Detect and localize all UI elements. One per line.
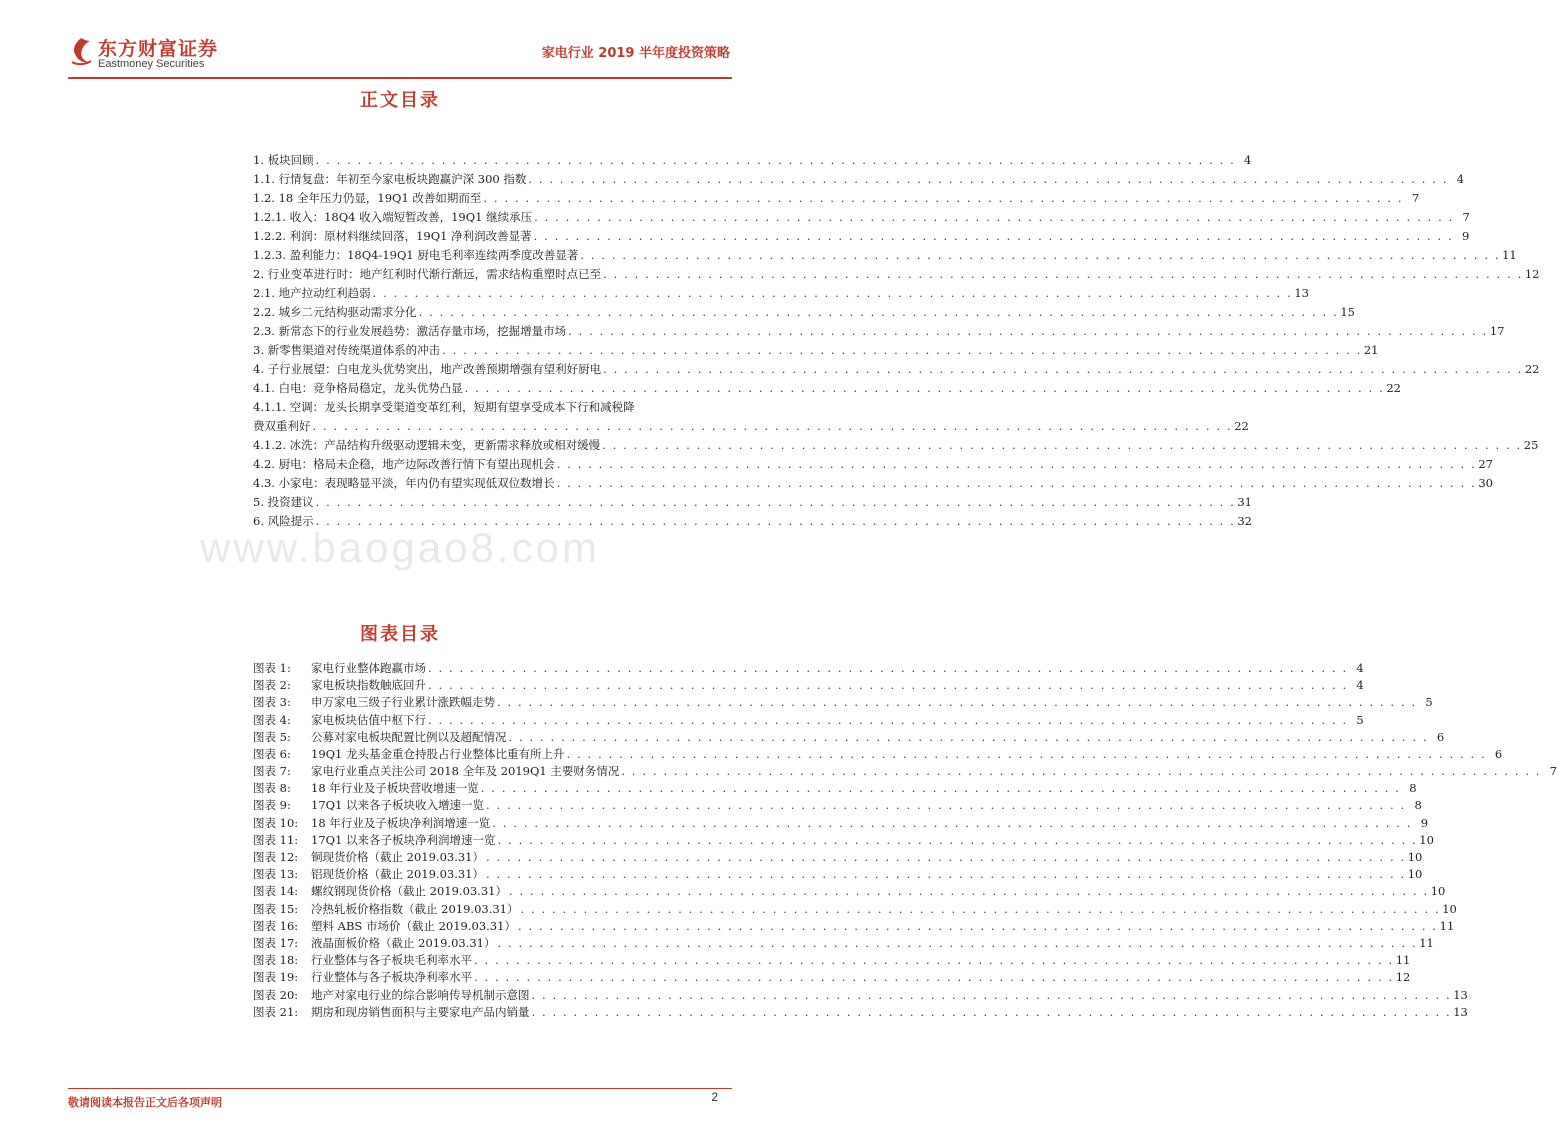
toc-entry[interactable] <box>253 379 1401 398</box>
page-header <box>0 0 800 80</box>
figure-entry-page: 10 <box>1442 901 1457 916</box>
table-of-contents <box>253 151 1540 531</box>
dot-leader: . . . . . . . . . . . . . . . . . . . . . . . . . . . . . . . . . . . . . . . . . . . . . . . . . . . . . . . . . . . . . . . . . . . . . . . . . . . . . . . . . . . . . . . . <box>480 781 1401 796</box>
page-number: 2 <box>711 1090 718 1104</box>
toc-entry-page: 9 <box>1462 229 1470 243</box>
toc-entry[interactable] <box>253 227 1470 246</box>
toc-entry-page: 4 <box>1244 153 1252 167</box>
toc-entry-label: 4.1.2. 冰洗：产品结构升级驱动逻辑未变，更新需求释放或相对缓慢 <box>253 438 601 452</box>
dot-leader: . . . . . . . . . . . . . . . . . . . . . . . . . . . . . . . . . . . . . . . . . . . . . . . . . . . . . . . . . . . . . . . . . . . . . . . . . . . . . . . . . . . . . . . . <box>556 457 1477 471</box>
figure-number: 图表 1: <box>253 660 291 675</box>
figure-entry-label <box>253 780 479 797</box>
toc-entry-label: 4.2. 厨电：格局未企稳，地产边际改善行情下有望出现机会 <box>253 457 555 471</box>
figure-entry[interactable] <box>253 694 1433 711</box>
figure-caption: 公募对家电板块配置比例以及超配情况 <box>311 729 507 744</box>
figure-entry[interactable] <box>253 712 1364 729</box>
dot-leader: . . . . . . . . . . . . . . . . . . . . . . . . . . . . . . . . . . . . . . . . . . . . . . . . . . . . . . . . . . . . . . . . . . . . . . . . . . . . . . . . . . . . . . . . <box>528 172 1449 186</box>
dot-leader: . . . . . . . . . . . . . . . . . . . . . . . . . . . . . . . . . . . . . . . . . . . . . . . . . . . . . . . . . . . . . . . . . . . . . . . . . . . . . . . . . . . . . . . . <box>603 362 1523 376</box>
dot-leader: . . . . . . . . . . . . . . . . . . . . . . . . . . . . . . . . . . . . . . . . . . . . . . . . . . . . . . . . . . . . . . . . . . . . . . . . . . . . . . . . . . . . . . . . <box>474 970 1394 985</box>
figure-entry-label <box>253 660 426 677</box>
figure-number: 图表 20: <box>253 987 299 1002</box>
toc-entry-page: 21 <box>1363 343 1379 357</box>
toc-entry-label: 1.2.2. 利润：原材料继续回落，19Q1 净利润改善显著 <box>253 229 532 243</box>
dot-leader: . . . . . . . . . . . . . . . . . . . . . . . . . . . . . . . . . . . . . . . . . . . . . . . . . . . . . . . . . . . . . . . . . . . . . . . . . . . . . . . . . . . . . . . . <box>497 832 1418 847</box>
figure-entry-label <box>253 832 496 849</box>
figure-entry-page: 5 <box>1425 695 1433 710</box>
figure-number: 图表 12: <box>253 850 299 865</box>
toc-entry-label: 1.2.1. 收入：18Q4 收入端短暂改善，19Q1 继续承压 <box>253 210 533 224</box>
dot-leader: . . . . . . . . . . . . . . . . . . . . . . . . . . . . . . . . . . . . . . . . . . . . . . . . . . . . . . . . . . . . . . . . . . . . . . . . . . . . . . . . . . . . . . . . <box>508 729 1429 744</box>
header-divider <box>68 77 732 79</box>
figure-number: 图表 4: <box>253 712 291 727</box>
toc-entry[interactable] <box>253 493 1252 512</box>
figure-entry-label <box>253 712 426 729</box>
toc-entry-label-line1[interactable]: 4.1.1. 空调：龙头长期享受渠道变革红利，短期有望享受成本下行和减税降 <box>253 400 635 414</box>
dot-leader: . . . . . . . . . . . . . . . . . . . . . . . . . . . . . . . . . . . . . . . . . . . . . . . . . . . . . . . . . . . . . . . . . . . . . . . . . . . . . . . . . . . . . . . . <box>566 746 1487 761</box>
list-of-figures <box>253 660 1557 1021</box>
toc-entry-label: 费双重利好 <box>253 419 311 433</box>
dot-leader: . . . . . . . . . . . . . . . . . . . . . . . . . . . . . . . . . . . . . . . . . . . . . . . . . . . . . . . . . . . . . . . . . . . . . . . . . . . . . . . . . . . . . . . . <box>531 1004 1452 1019</box>
figure-number: 图表 3: <box>253 695 291 710</box>
figure-entry-page: 8 <box>1414 798 1422 813</box>
toc-entry[interactable] <box>253 208 1470 227</box>
figure-caption: 行业整体与各子板块毛利率水平 <box>311 953 472 968</box>
figure-number: 图表 19: <box>253 970 299 985</box>
figure-entry[interactable] <box>253 677 1364 694</box>
toc-entry[interactable] <box>253 436 1539 455</box>
figure-number: 图表 17: <box>253 935 299 950</box>
figure-entry-label <box>253 729 507 746</box>
figure-entry[interactable] <box>253 832 1434 849</box>
dot-leader: . . . . . . . . . . . . . . . . . . . . . . . . . . . . . . . . . . . . . . . . . . . . . . . . . . . . . . . . . . . . . . . . . . . . . . . . . . . . . . . . . . . . . . . . <box>497 695 1417 710</box>
figure-entry-label <box>253 952 472 969</box>
toc-entry-label: 4. 子行业展望：白电龙头优势突出，地产改善预期增强有望利好厨电 <box>253 362 602 376</box>
dot-leader: . . . . . . . . . . . . . . . . . . . . . . . . . . . . . . . . . . . . . . . . . . . . . . . . . . . . . . . . . . . . . . . . . . . . . . . . . . . . . . . . . . . . . . . . <box>497 935 1418 950</box>
figure-entry-label <box>253 901 519 918</box>
toc-entry-label: 1.2.3. 盈利能力：18Q4-19Q1 厨电毛利率连续两季度改善显著 <box>253 248 579 262</box>
figure-number: 图表 15: <box>253 901 299 916</box>
toc-entry[interactable] <box>253 151 1252 170</box>
figure-caption: 期房和现房销售面积与主要家电产品内销量 <box>311 1004 530 1019</box>
figure-entry[interactable] <box>253 729 1445 746</box>
toc-entry[interactable] <box>253 246 1517 265</box>
figure-entry-label <box>253 1004 530 1021</box>
toc-entry-label: 1. 板块回顾 <box>253 153 314 167</box>
figure-number: 图表 18: <box>253 953 299 968</box>
dot-leader: . . . . . . . . . . . . . . . . . . . . . . . . . . . . . . . . . . . . . . . . . . . . . . . . . . . . . . . . . . . . . . . . . . . . . . . . . . . . . . . . . . . . . . . . <box>428 660 1348 675</box>
toc-title: 正文目录 <box>360 90 440 111</box>
figure-number: 图表 14: <box>253 884 299 899</box>
figure-entry[interactable] <box>253 780 1417 797</box>
figure-number: 图表 5: <box>253 729 291 744</box>
dot-leader: . . . . . . . . . . . . . . . . . . . . . . . . . . . . . . . . . . . . . . . . . . . . . . . . . . . . . . . . . . . . . . . . . . . . . . . . . . . . . . . . . . . . . . . . <box>442 343 1362 357</box>
toc-entry-page: 12 <box>1524 267 1540 281</box>
toc-entry-page: 22 <box>1524 362 1540 376</box>
toc-entry-label: 2.2. 城乡二元结构驱动需求分化 <box>253 305 417 319</box>
figure-caption: 塑料 ABS 市场价（截止 2019.03.31） <box>311 918 516 933</box>
figure-number: 图表 9: <box>253 798 291 813</box>
toc-entry-label: 2.3. 新常态下的行业发展趋势：激活存量市场，挖掘增量市场 <box>253 324 567 338</box>
figure-caption: 螺纹钢现货价格（截止 2019.03.31） <box>311 884 507 899</box>
figure-entry-label <box>253 797 484 814</box>
dot-leader: . . . . . . . . . . . . . . . . . . . . . . . . . . . . . . . . . . . . . . . . . . . . . . . . . . . . . . . . . . . . . . . . . . . . . . . . . . . . . . . . . . . . . . . . <box>533 229 1454 243</box>
figure-entry[interactable] <box>253 849 1423 866</box>
dot-leader: . . . . . . . . . . . . . . . . . . . . . . . . . . . . . . . . . . . . . . . . . . . . . . . . . . . . . . . . . . . . . . . . . . . . . . . . . . . . . . . . . . . . . . . . <box>428 712 1348 727</box>
figure-entry[interactable] <box>253 901 1457 918</box>
figures-title: 图表目录 <box>360 624 440 645</box>
toc-entry[interactable] <box>253 474 1493 493</box>
figure-caption: 19Q1 龙头基金重仓持股占行业整体比重有所上升 <box>311 746 565 761</box>
figure-entry-page: 4 <box>1356 678 1364 693</box>
figure-entry[interactable] <box>253 763 1557 780</box>
toc-entry[interactable] <box>253 341 1379 360</box>
figure-number: 图表 6: <box>253 746 291 761</box>
figure-number: 图表 13: <box>253 867 299 882</box>
dot-leader: . . . . . . . . . . . . . . . . . . . . . . . . . . . . . . . . . . . . . . . . . . . . . . . . . . . . . . . . . . . . . . . . . . . . . . . . . . . . . . . . . . . . . . . . <box>428 678 1348 693</box>
dot-leader: . . . . . . . . . . . . . . . . . . . . . . . . . . . . . . . . . . . . . . . . . . . . . . . . . . . . . . . . . . . . . . . . . . . . . . . . . . . . . . . . . . . . . . . . <box>483 191 1404 205</box>
toc-entry-label: 4.3. 小家电：表现略显平淡，年内仍有望实现低双位数增长 <box>253 476 555 490</box>
logo-chinese-name: 东方财富证券 <box>98 38 219 60</box>
figure-entry-page: 11 <box>1395 953 1411 968</box>
figure-entry-label <box>253 935 496 952</box>
dot-leader: . . . . . . . . . . . . . . . . . . . . . . . . . . . . . . . . . . . . . . . . . . . . . . . . . . . . . . . . . . . . . . . . . . . . . . . . . . . . . . . . . . . . . . . . <box>312 419 1233 433</box>
figure-entry-page: 6 <box>1436 729 1445 744</box>
figure-entry[interactable] <box>253 935 1434 952</box>
toc-entry-page: 13 <box>1294 286 1309 300</box>
dot-leader: . . . . . . . . . . . . . . . . . . . . . . . . . . . . . . . . . . . . . . . . . . . . . . . . . . . . . . . . . . . . . . . . . . . . . . . . . . . . . . . . . . . . . . . . <box>492 815 1413 830</box>
toc-entry[interactable] <box>253 455 1493 474</box>
logo-mark-icon <box>68 36 94 66</box>
figure-caption: 冷热轧板价格指数（截止 2019.03.31） <box>311 901 519 916</box>
dot-leader: . . . . . . . . . . . . . . . . . . . . . . . . . . . . . . . . . . . . . . . . . . . . . . . . . . . . . . . . . . . . . . . . . . . . . . . . . . . . . . . . . . . . . . . . <box>486 798 1406 813</box>
figure-number: 图表 11: <box>253 832 299 847</box>
toc-entry-page: 22 <box>1386 381 1401 395</box>
toc-entry[interactable] <box>253 360 1540 379</box>
toc-entry[interactable] <box>253 322 1505 341</box>
figure-number: 图表 16: <box>253 918 299 933</box>
figure-entry-label <box>253 969 472 986</box>
toc-entry-page: 27 <box>1478 457 1493 471</box>
toc-entry[interactable] <box>253 170 1465 189</box>
figure-caption: 17Q1 以来各子板块收入增速一览 <box>311 798 485 813</box>
toc-entry-page: 30 <box>1478 476 1493 490</box>
figure-entry-label <box>253 677 426 694</box>
dot-leader: . . . . . . . . . . . . . . . . . . . . . . . . . . . . . . . . . . . . . . . . . . . . . . . . . . . . . . . . . . . . . . . . . . . . . . . . . . . . . . . . . . . . . . . . <box>602 438 1522 452</box>
toc-entry[interactable] <box>253 303 1355 322</box>
dot-leader: . . . . . . . . . . . . . . . . . . . . . . . . . . . . . . . . . . . . . . . . . . . . . . . . . . . . . . . . . . . . . . . . . . . . . . . . . . . . . . . . . . . . . . . . <box>520 901 1441 916</box>
dot-leader: . . . . . . . . . . . . . . . . . . . . . . . . . . . . . . . . . . . . . . . . . . . . . . . . . . . . . . . . . . . . . . . . . . . . . . . . . . . . . . . . . . . . . . . . <box>315 153 1236 167</box>
figure-entry-page: 4 <box>1356 660 1364 675</box>
footer-divider <box>68 1088 732 1089</box>
toc-entry-page: 32 <box>1237 514 1252 528</box>
figure-entry-label <box>253 883 507 900</box>
figure-caption: 家电行业整体跑赢市场 <box>311 660 426 675</box>
figure-number: 图表 8: <box>253 781 291 796</box>
toc-entry-label: 4.1. 白电：竞争格局稳定，龙头优势凸显 <box>253 381 463 395</box>
toc-entry-page: 15 <box>1340 305 1355 319</box>
watermark: www.baogao8.com <box>200 524 600 571</box>
toc-entry[interactable] <box>253 417 1249 436</box>
figure-caption: 液晶面板价格（截止 2019.03.31） <box>311 935 496 950</box>
toc-entry-label: 5. 投资建议 <box>253 495 314 509</box>
figure-entry[interactable] <box>253 866 1423 883</box>
dot-leader: . . . . . . . . . . . . . . . . . . . . . . . . . . . . . . . . . . . . . . . . . . . . . . . . . . . . . . . . . . . . . . . . . . . . . . . . . . . . . . . . . . . . . . . . <box>509 884 1429 899</box>
toc-entry-label: 6. 风险提示 <box>253 514 314 528</box>
figure-caption: 家电行业重点关注公司 2018 全年及 2019Q1 主要财务情况 <box>311 764 620 779</box>
toc-entry-page: 7 <box>1411 191 1420 205</box>
figure-entry-page: 8 <box>1409 781 1417 796</box>
toc-entry-page: 4 <box>1456 172 1465 186</box>
figure-entry[interactable] <box>253 815 1429 832</box>
toc-entry[interactable] <box>253 189 1420 208</box>
figure-entry-page: 10 <box>1407 867 1423 882</box>
figure-entry[interactable] <box>253 798 1422 815</box>
logo-english-name: Eastmoney Securities <box>98 58 205 70</box>
dot-leader: . . . . . . . . . . . . . . . . . . . . . . . . . . . . . . . . . . . . . . . . . . . . . . . . . . . . . . . . . . . . . . . . . . . . . . . . . . . . . . . . . . . . . . . . <box>418 305 1339 319</box>
figure-entry-page: 11 <box>1419 935 1434 950</box>
toc-entry[interactable] <box>253 265 1540 284</box>
footer-disclaimer[interactable]: 敬请阅读本报告正文后各项声明 <box>68 1096 222 1109</box>
figure-entry[interactable] <box>253 969 1411 986</box>
dot-leader: . . . . . . . . . . . . . . . . . . . . . . . . . . . . . . . . . . . . . . . . . . . . . . . . . . . . . . . . . . . . . . . . . . . . . . . . . . . . . . . . . . . . . . . . <box>372 286 1293 300</box>
toc-entry-label: 3. 新零售渠道对传统渠道体系的冲击 <box>253 343 441 357</box>
figure-entry-label <box>253 694 495 711</box>
figure-caption: 铝现货价格（截止 2019.03.31） <box>311 867 484 882</box>
dot-leader: . . . . . . . . . . . . . . . . . . . . . . . . . . . . . . . . . . . . . . . . . . . . . . . . . . . . . . . . . . . . . . . . . . . . . . . . . . . . . . . . . . . . . . . . <box>517 918 1438 933</box>
toc-entry-label: 2.1. 地产拉动红利趋弱 <box>253 286 371 300</box>
toc-entry-page: 17 <box>1489 324 1505 338</box>
figure-entry-page: 13 <box>1453 987 1468 1002</box>
dot-leader: . . . . . . . . . . . . . . . . . . . . . . . . . . . . . . . . . . . . . . . . . . . . . . . . . . . . . . . . . . . . . . . . . . . . . . . . . . . . . . . . . . . . . . . . <box>534 210 1454 224</box>
dot-leader: . . . . . . . . . . . . . . . . . . . . . . . . . . . . . . . . . . . . . . . . . . . . . . . . . . . . . . . . . . . . . . . . . . . . . . . . . . . . . . . . . . . . . . . . <box>464 381 1385 395</box>
figure-entry-page: 6 <box>1494 746 1503 761</box>
figure-entry[interactable] <box>253 1004 1468 1021</box>
company-logo <box>68 34 228 76</box>
figure-entry-label <box>253 746 565 763</box>
toc-entry-label: 1.1. 行情复盘：年初至今家电板块跑赢沪深 300 指数 <box>253 172 527 186</box>
figure-entry[interactable] <box>253 987 1468 1004</box>
toc-entry-page: 31 <box>1237 495 1252 509</box>
figure-entry-label <box>253 918 516 935</box>
figure-caption: 申万家电三级子行业累计涨跌幅走势 <box>311 695 495 710</box>
dot-leader: . . . . . . . . . . . . . . . . . . . . . . . . . . . . . . . . . . . . . . . . . . . . . . . . . . . . . . . . . . . . . . . . . . . . . . . . . . . . . . . . . . . . . . . . <box>486 867 1406 882</box>
dot-leader: . . . . . . . . . . . . . . . . . . . . . . . . . . . . . . . . . . . . . . . . . . . . . . . . . . . . . . . . . . . . . . . . . . . . . . . . . . . . . . . . . . . . . . . . <box>580 248 1501 262</box>
toc-entry-page: 11 <box>1502 248 1517 262</box>
figure-caption: 18 年行业及子板块营收增速一览 <box>311 781 479 796</box>
figure-caption: 18 年行业及子板块净利润增速一览 <box>311 815 491 830</box>
figure-entry-page: 13 <box>1453 1004 1468 1019</box>
dot-leader: . . . . . . . . . . . . . . . . . . . . . . . . . . . . . . . . . . . . . . . . . . . . . . . . . . . . . . . . . . . . . . . . . . . . . . . . . . . . . . . . . . . . . . . . <box>474 953 1394 968</box>
toc-entry-label: 2. 行业变革进行时：地产红利时代渐行渐远，需求结构重塑时点已至 <box>253 267 602 281</box>
figure-entry-page: 5 <box>1356 712 1364 727</box>
dot-leader: . . . . . . . . . . . . . . . . . . . . . . . . . . . . . . . . . . . . . . . . . . . . . . . . . . . . . . . . . . . . . . . . . . . . . . . . . . . . . . . . . . . . . . . . <box>315 514 1236 528</box>
figure-entry-page: 7 <box>1549 764 1557 779</box>
figure-entry[interactable] <box>253 883 1446 900</box>
figure-caption: 家电板块估值中枢下行 <box>311 712 426 727</box>
figure-entry[interactable] <box>253 952 1411 969</box>
figure-entry[interactable] <box>253 660 1364 677</box>
figure-entry[interactable] <box>253 746 1503 763</box>
toc-entry-label: 1.2. 18 全年压力仍显，19Q1 改善如期而至 <box>253 191 482 205</box>
dot-leader: . . . . . . . . . . . . . . . . . . . . . . . . . . . . . . . . . . . . . . . . . . . . . . . . . . . . . . . . . . . . . . . . . . . . . . . . . . . . . . . . . . . . . . . . <box>531 987 1452 1002</box>
figure-number: 图表 21: <box>253 1004 299 1019</box>
figure-number: 图表 10: <box>253 815 299 830</box>
figure-entry-page: 12 <box>1395 970 1411 985</box>
figure-number: 图表 2: <box>253 678 291 693</box>
dot-leader: . . . . . . . . . . . . . . . . . . . . . . . . . . . . . . . . . . . . . . . . . . . . . . . . . . . . . . . . . . . . . . . . . . . . . . . . . . . . . . . . . . . . . . . . <box>486 850 1406 865</box>
figure-entry-page: 9 <box>1420 815 1429 830</box>
toc-entry-page: 22 <box>1234 419 1249 433</box>
figure-entry-page: 10 <box>1407 850 1423 865</box>
figure-entry-page: 10 <box>1430 884 1446 899</box>
figure-caption: 地产对家电行业的综合影响传导机制示意图 <box>311 987 530 1002</box>
figure-entry-label <box>253 987 530 1004</box>
figure-entry-label <box>253 866 484 883</box>
figure-entry-label <box>253 763 619 780</box>
report-title: 家电行业 2019 半年度投资策略 <box>541 46 730 61</box>
toc-entry[interactable] <box>253 284 1309 303</box>
dot-leader: . . . . . . . . . . . . . . . . . . . . . . . . . . . . . . . . . . . . . . . . . . . . . . . . . . . . . . . . . . . . . . . . . . . . . . . . . . . . . . . . . . . . . . . . <box>556 476 1477 490</box>
dot-leader: . . . . . . . . . . . . . . . . . . . . . . . . . . . . . . . . . . . . . . . . . . . . . . . . . . . . . . . . . . . . . . . . . . . . . . . . . . . . . . . . . . . . . . . . <box>568 324 1488 338</box>
toc-entry-page: 25 <box>1523 438 1539 452</box>
figure-entry-label <box>253 849 484 866</box>
figure-number: 图表 7: <box>253 764 291 779</box>
toc-entry-page: 7 <box>1462 210 1470 224</box>
figure-entry[interactable] <box>253 918 1455 935</box>
figure-entry-page: 11 <box>1439 918 1455 933</box>
figure-entry-label <box>253 815 490 832</box>
dot-leader: . . . . . . . . . . . . . . . . . . . . . . . . . . . . . . . . . . . . . . . . . . . . . . . . . . . . . . . . . . . . . . . . . . . . . . . . . . . . . . . . . . . . . . . . <box>315 495 1236 509</box>
figure-entry-page: 10 <box>1419 832 1434 847</box>
figure-caption: 17Q1 以来各子板块净利润增速一览 <box>311 832 496 847</box>
figure-caption: 家电板块指数触底回升 <box>311 678 426 693</box>
dot-leader: . . . . . . . . . . . . . . . . . . . . . . . . . . . . . . . . . . . . . . . . . . . . . . . . . . . . . . . . . . . . . . . . . . . . . . . . . . . . . . . . . . . . . . . . <box>621 764 1542 779</box>
dot-leader: . . . . . . . . . . . . . . . . . . . . . . . . . . . . . . . . . . . . . . . . . . . . . . . . . . . . . . . . . . . . . . . . . . . . . . . . . . . . . . . . . . . . . . . . <box>603 267 1523 281</box>
figure-caption: 铜现货价格（截止 2019.03.31） <box>311 850 484 865</box>
figure-caption: 行业整体与各子板块净利率水平 <box>311 970 472 985</box>
